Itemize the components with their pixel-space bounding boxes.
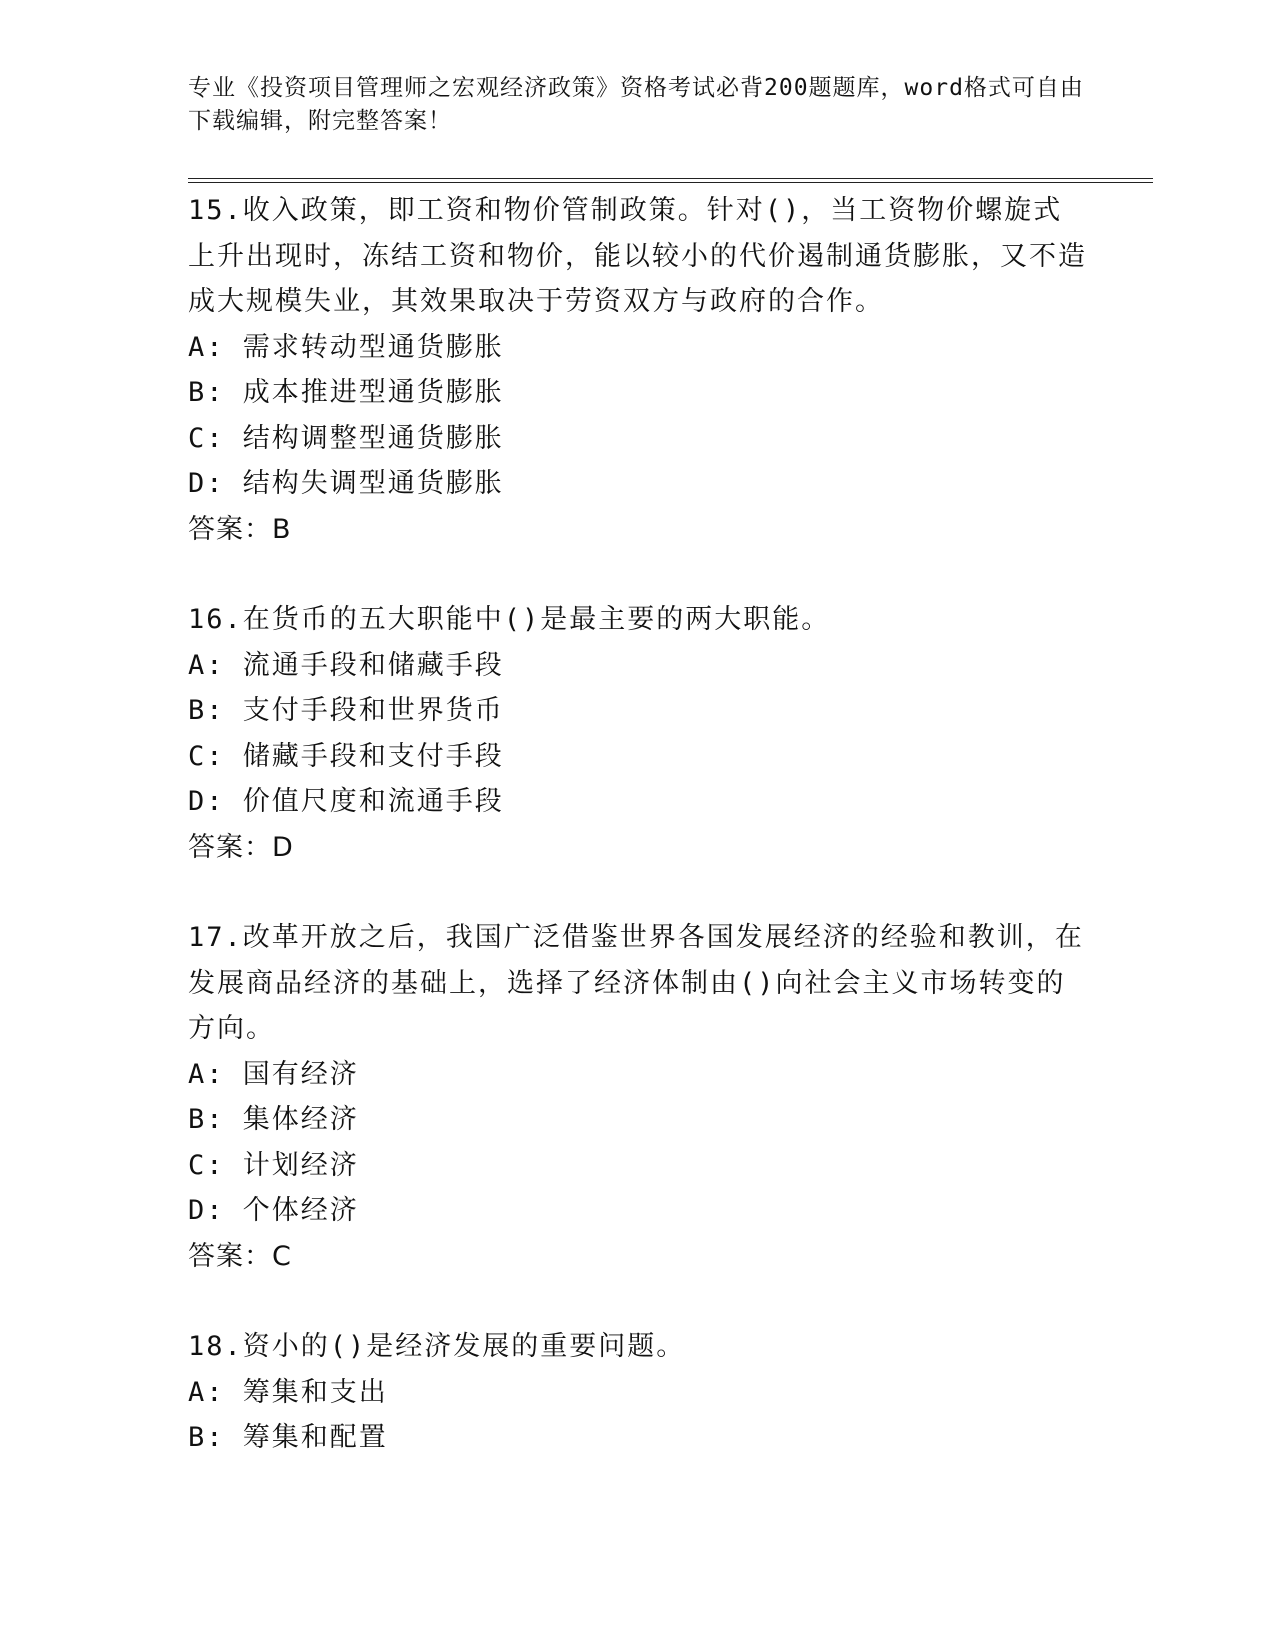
question-stem: 18.资小的()是经济发展的重要问题。 [188, 1331, 686, 1362]
question-stem: 17.改革开放之后，我国广泛借鉴世界各国发展经济的经验和教训，在发展商品经济的基础上，选择了经济体制由()向社会主义市场转变的方向。 [188, 922, 1084, 1044]
option-c: C: 储藏手段和支付手段 [188, 740, 504, 772]
option-d: D: 个体经济 [188, 1195, 359, 1226]
option-b: B: 支付手段和世界货币 [188, 695, 504, 726]
answer-line: 答案：D [188, 831, 294, 863]
option-c: C: 结构调整型通货膨胀 [188, 422, 504, 454]
option-a: A: 流通手段和储藏手段 [188, 649, 504, 681]
answer-line: 答案：B [188, 513, 292, 545]
question-16 [188, 597, 1088, 870]
option-b: B: 集体经济 [188, 1104, 359, 1135]
question-list [188, 188, 1088, 1506]
document-title: 专业《投资项目管理师之宏观经济政策》资格考试必背200题题库，word格式可自由下载编辑，附完整答案！ [188, 75, 1084, 134]
answer-line: 答案：C [188, 1240, 292, 1272]
question-stem: 16.在货币的五大职能中()是最主要的两大职能。 [188, 604, 831, 635]
option-a: A: 筹集和支出 [188, 1376, 388, 1408]
option-d: D: 结构失调型通货膨胀 [188, 468, 504, 499]
question-18 [188, 1324, 1088, 1461]
question-stem: 15.收入政策，即工资和物价管制政策。针对()，当工资物价螺旋式上升出现时，冻结工资和物价，能以较小的代价遏制通货膨胀，又不造成大规模失业，其效果取决于劳资双方与政府的合作。 [188, 195, 1087, 317]
header-divider-bottom [188, 182, 1153, 183]
question-15 [188, 188, 1088, 552]
option-a: A: 需求转动型通货膨胀 [188, 331, 504, 363]
option-a: A: 国有经济 [188, 1058, 359, 1090]
option-b: B: 成本推进型通货膨胀 [188, 377, 504, 408]
option-c: C: 计划经济 [188, 1149, 359, 1181]
option-b: B: 筹集和配置 [188, 1422, 388, 1453]
question-17 [188, 915, 1088, 1279]
option-d: D: 价值尺度和流通手段 [188, 786, 504, 817]
header-divider-top [188, 178, 1153, 179]
